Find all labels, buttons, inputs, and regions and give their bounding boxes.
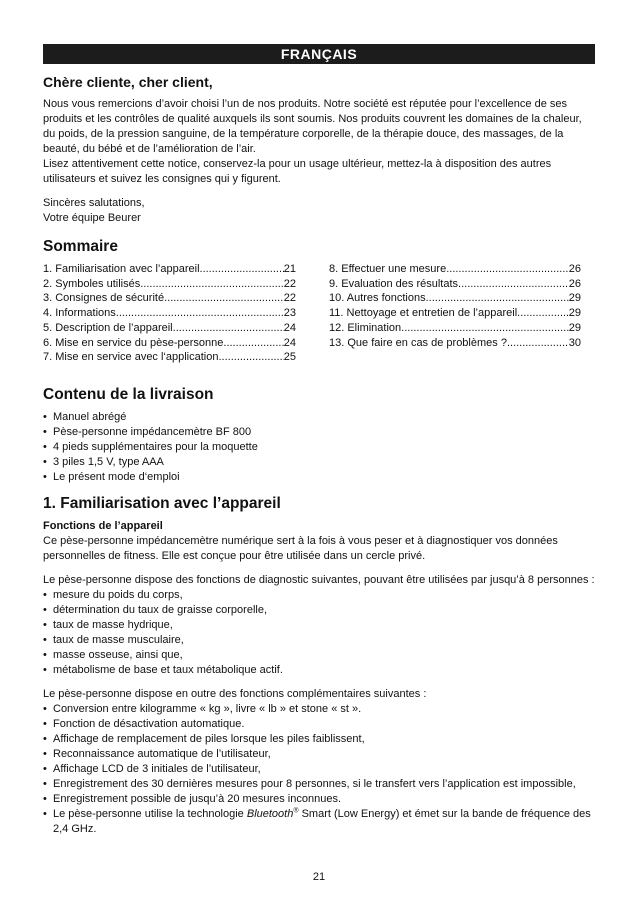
toc-entry[interactable]: 2. Symboles utilisés ..... 22 [43,277,296,292]
toc-entry[interactable]: 9. Evaluation des résultats ..... 26 [329,277,581,292]
table-of-contents [43,262,595,365]
delivery-title: Contenu de la livraison [43,385,214,403]
toc-entry[interactable]: 4. Informations ..... 23 [43,306,296,321]
list-item: • détermination du taux de graisse corporelle, [43,603,595,618]
toc-entry[interactable]: 11. Nettoyage et entretien de l’appareil ..... 29 [329,306,581,321]
diagnostic-intro: Le pèse-personne dispose des fonctions de diagnostic suivantes, pouvant être utilisées par jusqu’à 8 personnes : [43,573,595,586]
toc-entry[interactable]: 1. Familiarisation avec l’appareil ..... 21 [43,262,296,277]
toc-entry[interactable]: 13. Que faire en cas de problèmes ? ..... 30 [329,336,581,351]
toc-left-column [43,262,296,365]
section1-intro: Ce pèse-personne impédancemètre numérique sert à la fois à vous peser et à diagnostiquer vos données personnelles de fitness. Elle est conçue pour être utilisée dans un cercle privé. [43,534,558,562]
section1-title: 1. Familiarisation avec l’appareil [43,494,281,512]
bluetooth-name: Bluetooth [246,807,294,820]
toc-entry[interactable]: 3. Consignes de sécurité ..... 22 [43,291,296,306]
list-item: • Affichage de remplacement de piles lorsque les piles faiblissent, [43,732,595,747]
toc-entry[interactable]: 6. Mise en service du pèse-personne ..... 24 [43,336,296,351]
language-header: FRANÇAIS [43,44,595,64]
toc-entry[interactable]: 12. Elimination ..... 29 [329,321,581,336]
extra-functions-intro: Le pèse-personne dispose en outre des fonctions complémentaires suivantes : [43,687,427,700]
list-item: • 3 piles 1,5 V, type AAA [43,455,595,470]
page-number: 21 [312,871,326,883]
greeting-closing: Sincères salutations, [43,197,145,209]
section1-subtitle: Fonctions de l’appareil [43,519,163,532]
page-content [43,74,595,837]
greeting-title: Chère cliente, cher client, [43,74,213,90]
list-item: • métabolisme de base et taux métabolique actif. [43,663,595,678]
greeting-body: Nous vous remercions d’avoir choisi l’un de nos produits. Notre société est réputée pour l’excellence de ses produits et les contrôles de qualité auxquels ils sont soumis. Nos produits couvrent les domaines de la chaleur, du poids, de la pression sanguine, de la température corporelle, de la thérapie douce, des massages, de la beauté, du bébé et de l’amélioration de l’air. [43,98,582,155]
list-item: • taux de masse musculaire, [43,633,595,648]
toc-entry[interactable]: 8. Effectuer une mesure ..... 26 [329,262,581,277]
list-item: • Affichage LCD de 3 initiales de l’utilisateur, [43,762,595,777]
list-item: • Reconnaissance automatique de l’utilisateur, [43,747,595,762]
list-item: • Pèse-personne impédancemètre BF 800 [43,425,595,440]
list-item: • Enregistrement possible de jusqu’à 20 mesures inconnues. [43,792,595,807]
delivery-list [43,410,595,485]
greeting-body-2: Lisez attentivement cette notice, conservez-la pour un usage ultérieur, mettez-la à disposition des autres utilisateurs et suivez les consignes qui y figurent. [43,158,552,185]
list-item: • Manuel abrégé [43,410,595,425]
toc-entry[interactable]: 5. Description de l’appareil ..... 24 [43,321,296,336]
toc-entry[interactable]: 10. Autres fonctions ..... 29 [329,291,581,306]
greeting-signature: Votre équipe Beurer [43,212,141,224]
list-item: • mesure du poids du corps, [43,588,595,603]
extra-functions-list [43,702,595,837]
list-item-bluetooth: • Le pèse-personne utilise la technologie Bluetooth® Smart (Low Energy) et émet sur la bande de fréquence des 2,4 GHz. [43,807,595,837]
toc-entry[interactable]: 7. Mise en service avec l‘application ..... 25 [43,350,296,365]
list-item: • taux de masse hydrique, [43,618,595,633]
list-item: • Conversion entre kilogramme « kg », livre « lb » et stone « st ». [43,702,595,717]
list-item: • masse osseuse, ainsi que, [43,648,595,663]
registered-mark: ® [293,807,299,815]
toc-title: Sommaire [43,238,118,255]
diagnostic-list [43,588,595,678]
list-item: • Fonction de désactivation automatique. [43,717,595,732]
list-item: • Le présent mode d‘emploi [43,470,595,485]
toc-right-column [329,262,581,365]
list-item: • Enregistrement des 30 dernières mesures pour 8 personnes, si le transfert vers l’application est impossible, [43,777,595,792]
list-item: • 4 pieds supplémentaires pour la moquette [43,440,595,455]
